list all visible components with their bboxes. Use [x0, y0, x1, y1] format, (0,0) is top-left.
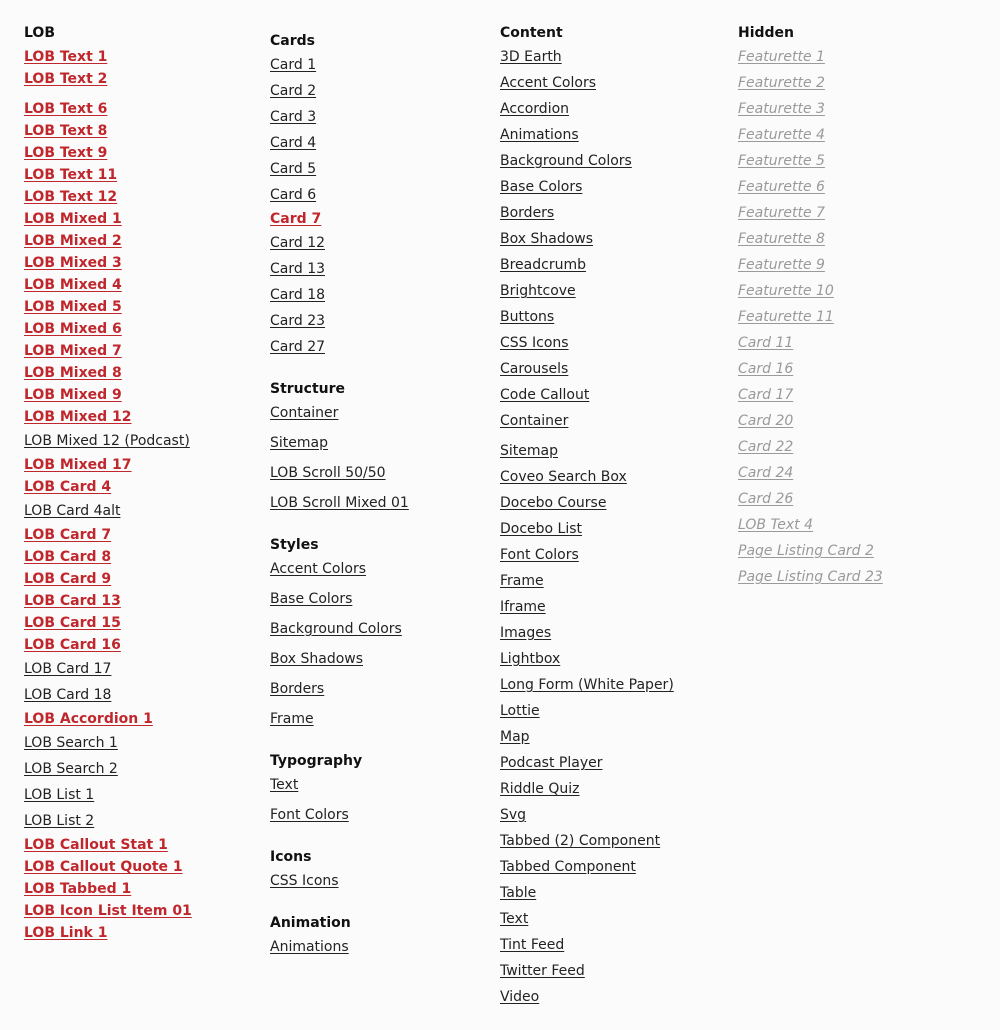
- cards-link-8[interactable]: Card 12: [270, 235, 326, 251]
- hidden-link-14[interactable]: Card 17: [738, 387, 794, 403]
- hidden-link-12[interactable]: Card 11: [738, 335, 794, 351]
- content-link-22[interactable]: Iframe: [500, 599, 546, 615]
- lob-link-37[interactable]: LOB Tabbed 1: [24, 881, 132, 897]
- content-link-37[interactable]: Video: [500, 989, 540, 1005]
- hidden-link-10[interactable]: Featurette 10: [738, 283, 834, 299]
- content-link-21[interactable]: Frame: [500, 573, 544, 589]
- structure-link-4[interactable]: LOB Scroll Mixed 01: [270, 495, 409, 511]
- content-link-13[interactable]: Carousels: [500, 361, 569, 377]
- lob-link-17[interactable]: LOB Mixed 12: [24, 409, 132, 425]
- lob-link-13[interactable]: LOB Mixed 6: [24, 321, 122, 337]
- lob-link-10[interactable]: LOB Mixed 3: [24, 255, 122, 271]
- lob-link-33[interactable]: LOB List 1: [24, 787, 95, 803]
- lob-link-11[interactable]: LOB Mixed 4: [24, 277, 122, 293]
- styles-link-5[interactable]: Borders: [270, 681, 325, 697]
- hidden-link-17[interactable]: Card 24: [738, 465, 794, 481]
- content-link-16[interactable]: Sitemap: [500, 443, 558, 459]
- hidden-link-19[interactable]: LOB Text 4: [738, 517, 814, 533]
- lob-link-28[interactable]: LOB Card 17: [24, 661, 112, 677]
- content-link-31[interactable]: Tabbed (2) Component: [500, 833, 661, 849]
- lob-link-18[interactable]: LOB Mixed 12 (Podcast): [24, 433, 190, 449]
- styles-link-3[interactable]: Background Colors: [270, 621, 402, 637]
- content-link-4[interactable]: Animations: [500, 127, 579, 143]
- content-link-19[interactable]: Docebo List: [500, 521, 583, 537]
- content-link-10[interactable]: Brightcove: [500, 283, 576, 299]
- hidden-link-11[interactable]: Featurette 11: [738, 309, 834, 325]
- lob-link-27[interactable]: LOB Card 16: [24, 637, 121, 653]
- hidden-link-16[interactable]: Card 22: [738, 439, 794, 455]
- styles-link-1[interactable]: Accent Colors: [270, 561, 366, 577]
- content-link-2[interactable]: Accent Colors: [500, 75, 596, 91]
- content-link-25[interactable]: Long Form (White Paper): [500, 677, 674, 693]
- styles-link-6[interactable]: Frame: [270, 711, 314, 727]
- lob-link-5[interactable]: LOB Text 9: [24, 145, 108, 161]
- content-link-28[interactable]: Podcast Player: [500, 755, 603, 771]
- lob-link-39[interactable]: LOB Link 1: [24, 925, 108, 941]
- content-link-17[interactable]: Coveo Search Box: [500, 469, 627, 485]
- cards-link-1[interactable]: Card 1: [270, 57, 317, 73]
- lob-link-35[interactable]: LOB Callout Stat 1: [24, 837, 168, 853]
- lob-link-7[interactable]: LOB Text 12: [24, 189, 118, 205]
- lob-heading: LOB: [24, 25, 55, 41]
- hidden-link-9[interactable]: Featurette 9: [738, 257, 825, 273]
- content-link-29[interactable]: Riddle Quiz: [500, 781, 580, 797]
- styles-heading: Styles: [270, 537, 319, 553]
- cards-link-12[interactable]: Card 27: [270, 339, 326, 355]
- cards-link-11[interactable]: Card 23: [270, 313, 326, 329]
- content-link-8[interactable]: Box Shadows: [500, 231, 594, 247]
- lob-link-19[interactable]: LOB Mixed 17: [24, 457, 132, 473]
- content-link-6[interactable]: Base Colors: [500, 179, 583, 195]
- lob-link-38[interactable]: LOB Icon List Item 01: [24, 903, 192, 919]
- content-link-26[interactable]: Lottie: [500, 703, 540, 719]
- hidden-heading: Hidden: [738, 25, 795, 41]
- content-link-12[interactable]: CSS Icons: [500, 335, 569, 351]
- content-link-14[interactable]: Code Callout: [500, 387, 590, 403]
- lob-link-24[interactable]: LOB Card 9: [24, 571, 112, 587]
- content-link-34[interactable]: Text: [500, 911, 529, 927]
- icons-heading: Icons: [270, 849, 312, 865]
- lob-link-15[interactable]: LOB Mixed 8: [24, 365, 122, 381]
- cards-link-4[interactable]: Card 4: [270, 135, 317, 151]
- hidden-link-15[interactable]: Card 20: [738, 413, 794, 429]
- lob-link-21[interactable]: LOB Card 4alt: [24, 503, 121, 519]
- content-link-9[interactable]: Breadcrumb: [500, 257, 586, 273]
- lob-link-1[interactable]: LOB Text 1: [24, 49, 108, 65]
- lob-link-31[interactable]: LOB Search 1: [24, 735, 118, 751]
- content-link-35[interactable]: Tint Feed: [500, 937, 565, 953]
- styles-link-2[interactable]: Base Colors: [270, 591, 353, 607]
- content-link-1[interactable]: 3D Earth: [500, 49, 562, 65]
- content-link-27[interactable]: Map: [500, 729, 530, 745]
- hidden-link-4[interactable]: Featurette 4: [738, 127, 825, 143]
- lob-link-2[interactable]: LOB Text 2: [24, 71, 108, 87]
- content-link-24[interactable]: Lightbox: [500, 651, 561, 667]
- lob-link-4[interactable]: LOB Text 8: [24, 123, 108, 139]
- typography-link-1[interactable]: Text: [270, 777, 299, 793]
- lob-link-34[interactable]: LOB List 2: [24, 813, 95, 829]
- lob-link-8[interactable]: LOB Mixed 1: [24, 211, 122, 227]
- lob-link-14[interactable]: LOB Mixed 7: [24, 343, 122, 359]
- lob-link-16[interactable]: LOB Mixed 9: [24, 387, 122, 403]
- content-link-11[interactable]: Buttons: [500, 309, 555, 325]
- hidden-link-2[interactable]: Featurette 2: [738, 75, 825, 91]
- structure-link-3[interactable]: LOB Scroll 50/50: [270, 465, 386, 481]
- structure-heading: Structure: [270, 381, 346, 397]
- styles-link-4[interactable]: Box Shadows: [270, 651, 364, 667]
- lob-link-30[interactable]: LOB Accordion 1: [24, 711, 153, 727]
- cards-heading: Cards: [270, 33, 315, 49]
- hidden-link-18[interactable]: Card 26: [738, 491, 794, 507]
- cards-link-9[interactable]: Card 13: [270, 261, 326, 277]
- content-link-7[interactable]: Borders: [500, 205, 555, 221]
- lob-link-12[interactable]: LOB Mixed 5: [24, 299, 122, 315]
- content-link-33[interactable]: Table: [500, 885, 537, 901]
- cards-link-6[interactable]: Card 6: [270, 187, 317, 203]
- hidden-link-1[interactable]: Featurette 1: [738, 49, 825, 65]
- lob-link-36[interactable]: LOB Callout Quote 1: [24, 859, 183, 875]
- cards-link-3[interactable]: Card 3: [270, 109, 317, 125]
- cards-link-7[interactable]: Card 7: [270, 211, 322, 227]
- animation-heading: Animation: [270, 915, 351, 931]
- lob-link-20[interactable]: LOB Card 4: [24, 479, 112, 495]
- content-link-3[interactable]: Accordion: [500, 101, 570, 117]
- lob-link-32[interactable]: LOB Search 2: [24, 761, 118, 777]
- cards-link-2[interactable]: Card 2: [270, 83, 317, 99]
- hidden-link-3[interactable]: Featurette 3: [738, 101, 825, 117]
- hidden-link-21[interactable]: Page Listing Card 23: [738, 569, 883, 585]
- content-link-5[interactable]: Background Colors: [500, 153, 632, 169]
- lob-link-6[interactable]: LOB Text 11: [24, 167, 118, 183]
- content-heading: Content: [500, 25, 563, 41]
- content-link-18[interactable]: Docebo Course: [500, 495, 607, 511]
- lob-link-25[interactable]: LOB Card 13: [24, 593, 121, 609]
- content-link-15[interactable]: Container: [500, 413, 569, 429]
- structure-link-2[interactable]: Sitemap: [270, 435, 328, 451]
- lob-link-22[interactable]: LOB Card 7: [24, 527, 112, 543]
- content-link-20[interactable]: Font Colors: [500, 547, 579, 563]
- lob-link-29[interactable]: LOB Card 18: [24, 687, 112, 703]
- structure-link-1[interactable]: Container: [270, 405, 339, 421]
- lob-link-3[interactable]: LOB Text 6: [24, 101, 108, 117]
- typography-heading: Typography: [270, 753, 363, 769]
- content-link-36[interactable]: Twitter Feed: [500, 963, 585, 979]
- cards-link-10[interactable]: Card 18: [270, 287, 326, 303]
- typography-link-2[interactable]: Font Colors: [270, 807, 349, 823]
- cards-link-5[interactable]: Card 5: [270, 161, 317, 177]
- content-link-32[interactable]: Tabbed Component: [500, 859, 636, 875]
- content-link-30[interactable]: Svg: [500, 807, 527, 823]
- hidden-link-7[interactable]: Featurette 7: [738, 205, 825, 221]
- hidden-link-6[interactable]: Featurette 6: [738, 179, 825, 195]
- animation-link-1[interactable]: Animations: [270, 939, 349, 955]
- lob-link-23[interactable]: LOB Card 8: [24, 549, 112, 565]
- icons-link-1[interactable]: CSS Icons: [270, 873, 339, 889]
- hidden-link-13[interactable]: Card 16: [738, 361, 794, 377]
- lob-link-26[interactable]: LOB Card 15: [24, 615, 121, 631]
- content-link-23[interactable]: Images: [500, 625, 552, 641]
- hidden-link-5[interactable]: Featurette 5: [738, 153, 825, 169]
- lob-link-9[interactable]: LOB Mixed 2: [24, 233, 122, 249]
- hidden-link-20[interactable]: Page Listing Card 2: [738, 543, 874, 559]
- hidden-link-8[interactable]: Featurette 8: [738, 231, 825, 247]
